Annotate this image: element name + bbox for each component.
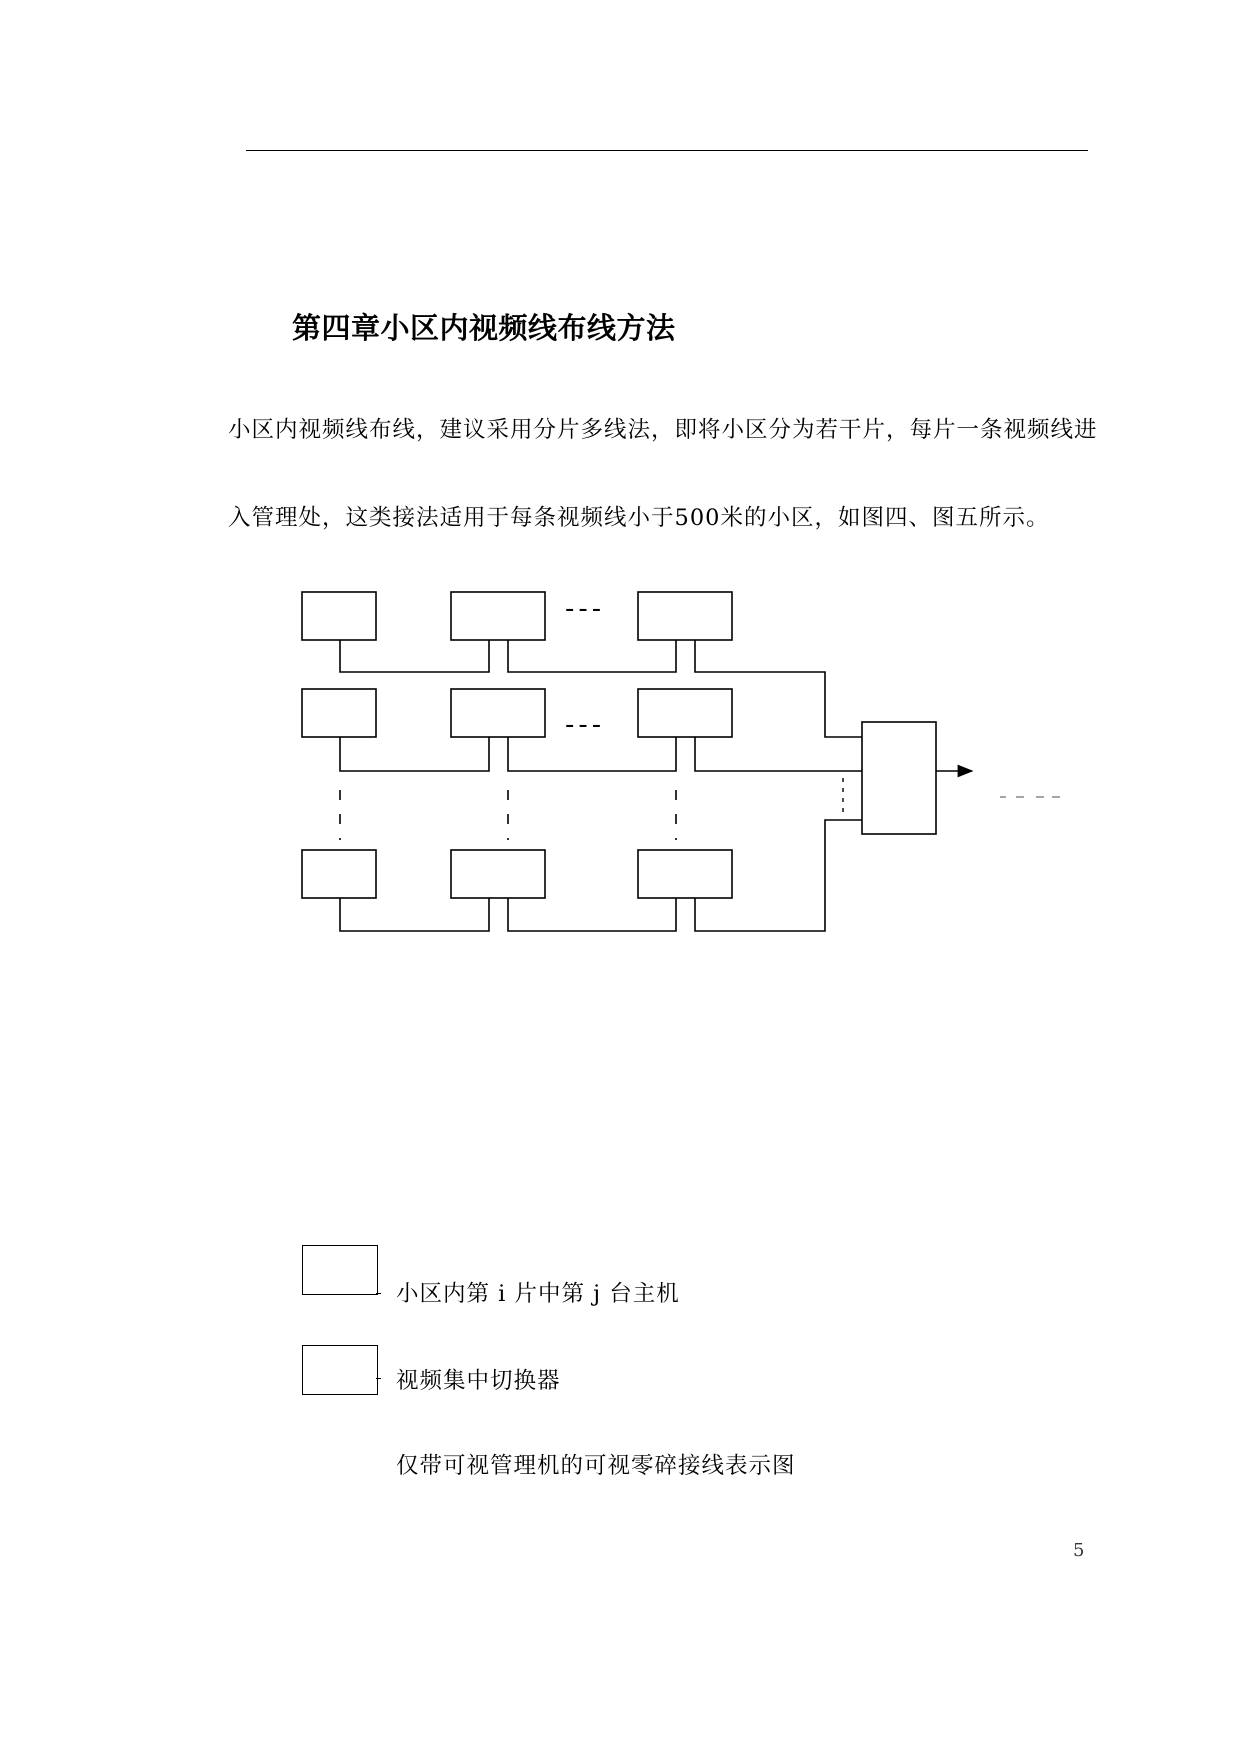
- host-box-r3-c2: [451, 850, 545, 898]
- row1-wire-link: [508, 640, 676, 672]
- row1-wire: [340, 640, 489, 672]
- host-box-r2-c1: [302, 689, 376, 737]
- legend-switcher-label: 视频集中切换器: [396, 1368, 561, 1394]
- host-box-r2-c3: [638, 689, 732, 737]
- row2-wire: [340, 737, 489, 771]
- legend-switcher-box: [302, 1345, 378, 1395]
- legend-host-label: 小区内第 i 片中第 j 台主机: [396, 1281, 680, 1307]
- paragraph-line-2: 入管理处，这类接法适用于每条视频线小于500米的小区，如图四、图五所示。: [228, 505, 1050, 531]
- dash-row-1: ---: [565, 594, 606, 624]
- switcher-box: [862, 722, 936, 834]
- row2-trunk: [695, 737, 862, 771]
- chapter-title: 第四章小区内视频线布线方法: [292, 311, 676, 345]
- host-box-r1-c1: [302, 592, 376, 640]
- host-box-r1-c2: [451, 592, 545, 640]
- row3-wire-link: [508, 898, 676, 931]
- row3-trunk: [695, 820, 862, 931]
- paragraph-line-1: 小区内视频线布线，建议采用分片多线法，即将小区分为若干片，每片一条视频线进: [228, 417, 1098, 443]
- host-box-r2-c2: [451, 689, 545, 737]
- legend-host-box: [302, 1245, 378, 1295]
- host-box-r3-c3: [638, 850, 732, 898]
- dash-row-2: ---: [565, 710, 606, 740]
- figure-caption: 仅带可视管理机的可视零碎接线表示图: [396, 1453, 796, 1479]
- host-box-r1-c3: [638, 592, 732, 640]
- row3-wire: [340, 898, 489, 931]
- legend-tick: [376, 1293, 381, 1294]
- host-box-r3-c1: [302, 850, 376, 898]
- page-number: 5: [1073, 1540, 1085, 1561]
- legend-tick: [376, 1378, 381, 1379]
- row2-wire-link: [508, 737, 676, 771]
